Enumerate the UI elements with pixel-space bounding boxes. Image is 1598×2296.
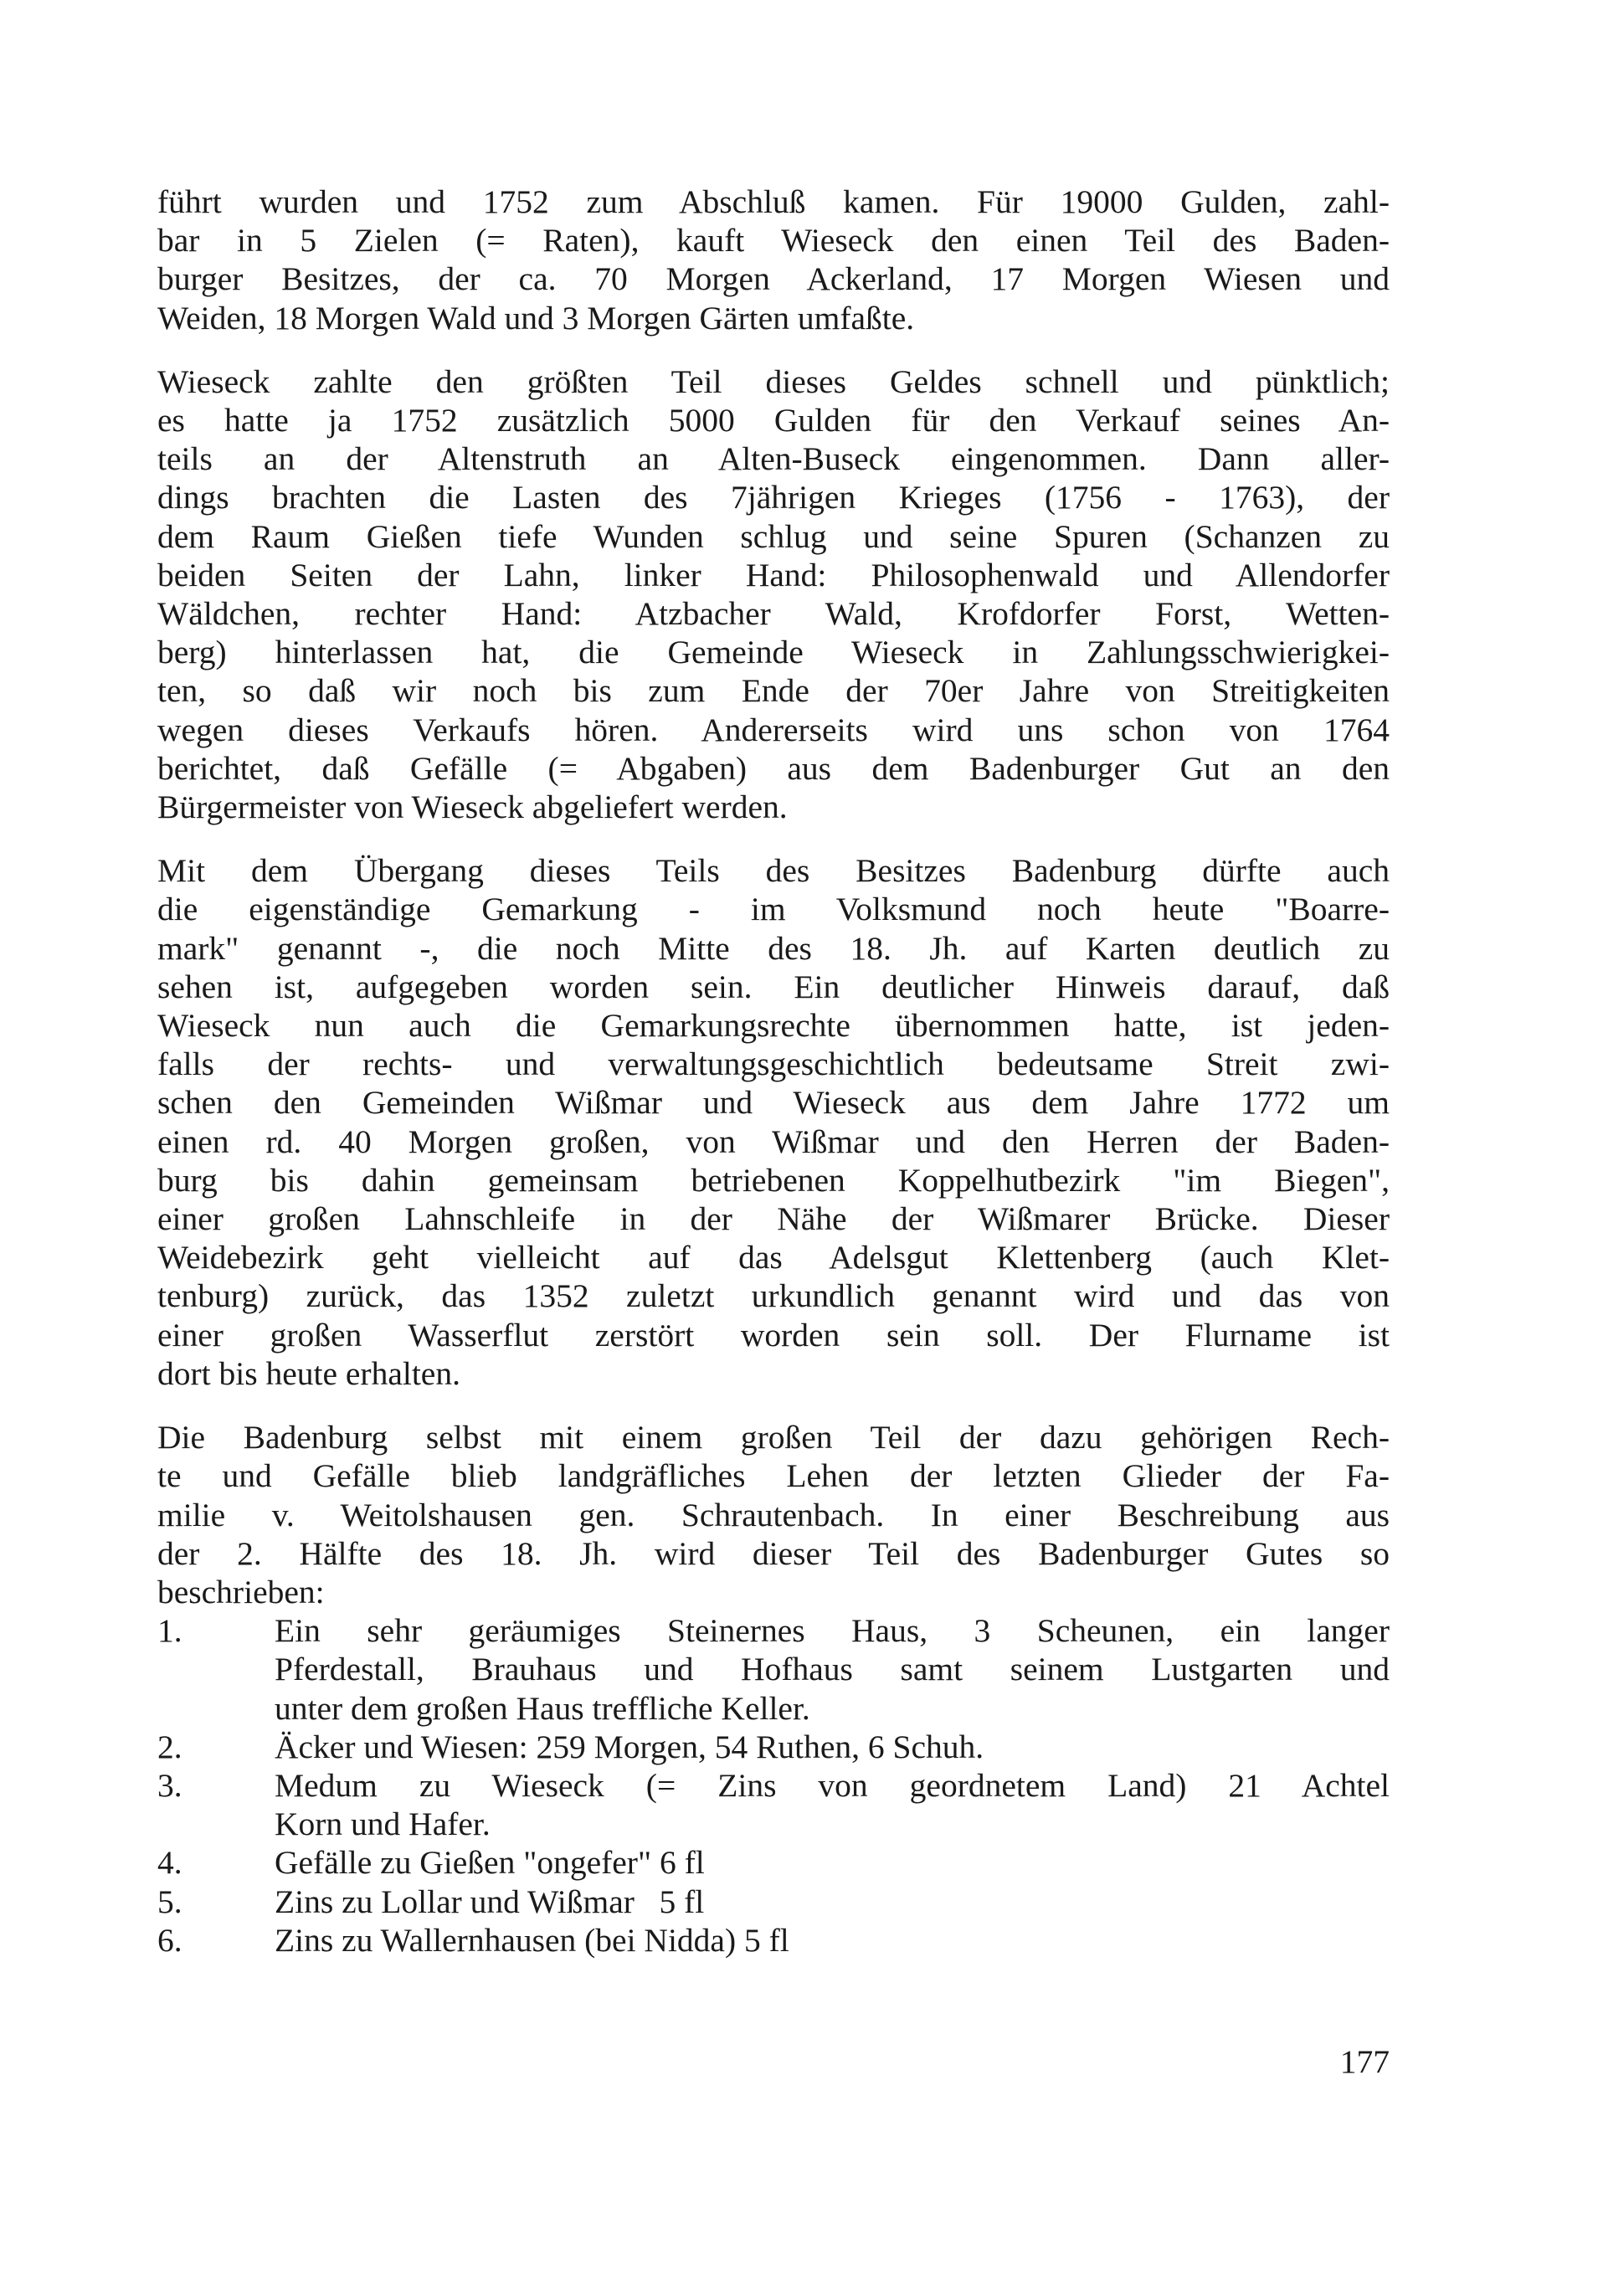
text-line: Zins zu Lollar und Wißmar 5 fl	[275, 1883, 705, 1920]
list-number: 2.	[157, 1728, 182, 1765]
text-line: schen den Gemeinden Wißmar und Wieseck aus dem Jahre 1772 um	[157, 1084, 1390, 1122]
text-line: Zins zu Wallernhausen (bei Nidda) 5 fl	[275, 1921, 789, 1959]
text-line: Die Badenburg selbst mit einem großen Teil der dazu gehörigen Rech-	[157, 1419, 1390, 1456]
text-line: einen rd. 40 Morgen großen, von Wißmar und den Herren der Baden-	[157, 1122, 1390, 1160]
paragraph-4	[157, 1418, 1390, 1611]
text-line: Äcker und Wiesen: 259 Morgen, 54 Ruthen, 6 Schuh.	[275, 1728, 984, 1765]
list-number: 1.	[157, 1612, 182, 1650]
list-item	[157, 1728, 1390, 1766]
text-line: der 2. Hälfte des 18. Jh. wird dieser Teil des Badenburger Gutes so	[157, 1534, 1390, 1572]
text-line: Bürgermeister von Wieseck abgeliefert werden.	[157, 788, 788, 826]
list-item	[157, 1843, 1390, 1882]
list-number: 4.	[157, 1844, 182, 1882]
text-line: milie v. Weitolshausen gen. Schrautenbach. In einer Beschreibung aus	[157, 1496, 1390, 1533]
text-line: berichtet, daß Gefälle (= Abgaben) aus dem Badenburger Gut an den	[157, 749, 1390, 787]
text-line: beiden Seiten der Lahn, linker Hand: Philosophenwald und Allendorfer	[157, 556, 1390, 593]
list-number: 5.	[157, 1883, 182, 1920]
text-line: burger Besitzes, der ca. 70 Morgen Ackerland, 17 Morgen Wiesen und	[157, 260, 1390, 298]
paragraph-1	[157, 182, 1390, 337]
text-line: Weiden, 18 Morgen Wald und 3 Morgen Gärten umfaßte.	[157, 299, 915, 336]
text-line: es hatte ja 1752 zusätzlich 5000 Gulden für den Verkauf seines An-	[157, 402, 1390, 439]
list-item	[157, 1883, 1390, 1921]
text-line: tenburg) zurück, das 1352 zuletzt urkundlich genannt wird und das von	[157, 1277, 1390, 1315]
list-item-text	[275, 1883, 1390, 1921]
text-line: Medum zu Wieseck (= Zins von geordnetem Land) 21 Achtel	[275, 1766, 1390, 1804]
text-line: unter dem großen Haus treffliche Keller.	[275, 1689, 810, 1727]
list-item	[157, 1611, 1390, 1728]
paragraph-3	[157, 851, 1390, 1393]
numbered-list	[157, 1611, 1390, 1960]
text-line: einer großen Lahnschleife in der Nähe der Wißmarer Brücke. Dieser	[157, 1200, 1390, 1238]
text-line: Korn und Hafer.	[275, 1805, 491, 1843]
list-item-text	[275, 1728, 1390, 1766]
page-body	[157, 182, 1390, 1960]
text-line: dort bis heute erhalten.	[157, 1354, 460, 1392]
text-line: teils an der Altenstruth an Alten-Buseck eingenommen. Dann aller-	[157, 440, 1390, 478]
text-line: falls der rechts- und verwaltungsgeschichtlich bedeutsame Streit zwi-	[157, 1045, 1390, 1083]
text-line: Wieseck zahlte den größten Teil dieses Geldes schnell und pünktlich;	[157, 362, 1390, 400]
text-line: sehen ist, aufgegeben worden sein. Ein deutlicher Hinweis darauf, daß	[157, 968, 1390, 1005]
text-line: dem Raum Gießen tiefe Wunden schlug und seine Spuren (Schanzen zu	[157, 517, 1390, 555]
text-line: berg) hinterlassen hat, die Gemeinde Wieseck in Zahlungsschwierigkei-	[157, 634, 1390, 671]
text-line: te und Gefälle blieb landgräfliches Lehen der letzten Glieder der Fa-	[157, 1457, 1390, 1495]
text-line: beschrieben:	[157, 1573, 325, 1610]
text-line: Mit dem Übergang dieses Teils des Besitzes Badenburg dürfte auch	[157, 852, 1390, 890]
text-line: bar in 5 Zielen (= Raten), kauft Wieseck den einen Teil des Baden-	[157, 222, 1390, 259]
text-line: wegen dieses Verkaufs hören. Andererseits wird uns schon von 1764	[157, 711, 1390, 748]
text-line: führt wurden und 1752 zum Abschluß kamen. Für 19000 Gulden, zahl-	[157, 183, 1390, 220]
text-line: Ein sehr geräumiges Steinernes Haus, 3 Scheunen, ein langer	[275, 1612, 1390, 1650]
text-line: burg bis dahin gemeinsam betriebenen Koppelhutbezirk "im Biegen",	[157, 1161, 1390, 1199]
text-line: die eigenständige Gemarkung - im Volksmund noch heute "Boarre-	[157, 891, 1390, 928]
list-item-text	[275, 1766, 1390, 1843]
list-item-text	[275, 1921, 1390, 1960]
text-line: Wäldchen, rechter Hand: Atzbacher Wald, Krofdorfer Forst, Wetten-	[157, 595, 1390, 633]
list-item	[157, 1921, 1390, 1960]
text-line: dings brachten die Lasten des 7jährigen Krieges (1756 - 1763), der	[157, 479, 1390, 516]
text-line: Wieseck nun auch die Gemarkungsrechte übernommen hatte, ist jeden-	[157, 1007, 1390, 1045]
text-line: Pferdestall, Brauhaus und Hofhaus samt seinem Lustgarten und	[275, 1651, 1390, 1688]
list-number: 6.	[157, 1921, 182, 1959]
paragraph-2	[157, 362, 1390, 826]
text-line: einer großen Wasserflut zerstört worden sein soll. Der Flurname ist	[157, 1316, 1390, 1353]
list-item-text	[275, 1843, 1390, 1882]
text-line: Gefälle zu Gießen "ongefer" 6 fl	[275, 1844, 705, 1882]
page-number: 177	[1339, 2043, 1390, 2080]
text-line: Weidebezirk geht vielleicht auf das Adelsgut Klettenberg (auch Klet-	[157, 1239, 1390, 1276]
text-line: mark" genannt -, die noch Mitte des 18. Jh. auf Karten deutlich zu	[157, 929, 1390, 967]
list-item-text	[275, 1611, 1390, 1728]
list-item	[157, 1766, 1390, 1843]
list-number: 3.	[157, 1766, 182, 1804]
text-line: ten, so daß wir noch bis zum Ende der 70er Jahre von Streitigkeiten	[157, 672, 1390, 710]
